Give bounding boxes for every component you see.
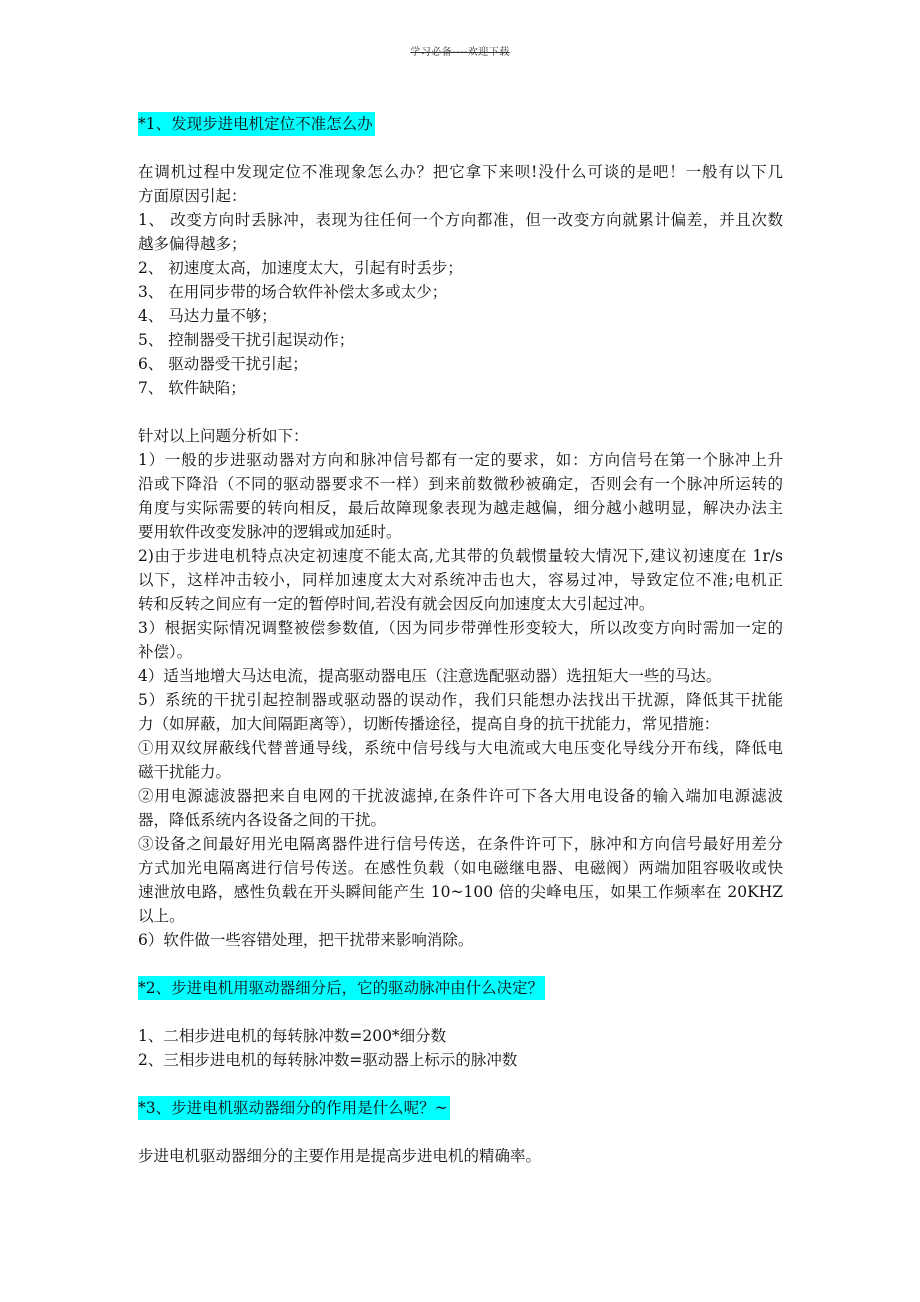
paragraph-line (138, 400, 783, 424)
paragraph (138, 256, 783, 280)
blank-line (138, 1120, 783, 1144)
paragraph-line: 4）适当地增大马达电流，提高驱动器电压（注意选配驱动器）选扭矩大一些的马达。 (138, 667, 722, 685)
blank-line (138, 136, 783, 160)
paragraph-line: 针对以上问题分析如下： (138, 427, 309, 445)
paragraph (138, 1144, 783, 1168)
paragraph (138, 448, 783, 544)
paragraph-line: 磁干扰能力。 (138, 763, 232, 781)
paragraph-line: 1、二相步进电机的每转脉冲数=200*细分数 (138, 1027, 447, 1045)
paragraph-line: 转和反转之间应有一定的暂停时间,若没有就会因反向加速度太大引起过冲。 (138, 595, 655, 613)
paragraph (138, 208, 783, 256)
paragraph-line: 补偿）。 (138, 643, 193, 661)
paragraph-line: 角度与实际需要的转向相反，最后故障现象表现为越走越偏，细分越小越明显，解决办法主 (138, 499, 783, 517)
paragraph (138, 280, 783, 304)
section-heading-text: *3、步进电机驱动器细分的作用是什么呢？~ (138, 1096, 450, 1120)
section-heading-text: *2、步进电机用驱动器细分后，它的驱动脉冲由什么决定？ (138, 976, 545, 1000)
section-heading (138, 1096, 783, 1120)
paragraph-line: 越多偏得越多； (138, 235, 247, 253)
blank-line (138, 1000, 783, 1024)
paragraph (138, 304, 783, 328)
section-heading-text: *1、发现步进电机定位不准怎么办 (138, 112, 375, 136)
paragraph-line: 3）根据实际情况调整被偿参数值,（因为同步带弹性形变较大，所以改变方向时需加一定的 (138, 619, 783, 637)
paragraph (138, 688, 783, 736)
paragraph (138, 400, 783, 424)
paragraph-line: 沿或下降沿（不同的驱动器要求不一样）到来前数微秒被确定，否则会有一个脉冲所运转的 (138, 475, 783, 493)
paragraph-line: 2、 初速度太高，加速度太大，引起有时丢步； (138, 259, 463, 277)
paragraph-line: 3、 在用同步带的场合软件补偿太多或太少； (138, 283, 448, 301)
section-heading (138, 112, 783, 136)
paragraph-line: 5、 控制器受干扰引起误动作； (138, 331, 355, 349)
paragraph-line: 以下，这样冲击较小，同样加速度太大对系统冲击也大，容易过冲，导致定位不准;电机正 (138, 571, 783, 589)
paragraph-line: ②用电源滤波器把来自电网的干扰波滤掉,在条件许可下各大用电设备的输入端加电源滤波 (138, 787, 783, 805)
paragraph-line: 2)由于步进电机特点决定初速度不能太高,尤其带的负载惯量较大情况下,建议初速度在 1r/s (138, 547, 783, 565)
paragraph (138, 376, 783, 400)
paragraph (138, 424, 783, 448)
paragraph-line: 1）一般的步进驱动器对方向和脉冲信号都有一定的要求，如：方向信号在第一个脉冲上升 (138, 451, 783, 469)
header-watermark: 学习必备----欢迎下载 (410, 47, 510, 58)
blank-line (138, 952, 783, 976)
paragraph-line: 速泄放电路，感性负载在开头瞬间能产生 10~100 倍的尖峰电压，如果工作频率在 20KHZ (138, 883, 783, 901)
paragraph (138, 352, 783, 376)
paragraph (138, 832, 783, 928)
paragraph-line: 1、 改变方向时丢脉冲，表现为往任何一个方向都准，但一改变方向就累计偏差，并且次数 (138, 211, 783, 229)
paragraph-line: 6）软件做一些容错处理，把干扰带来影响消除。 (138, 931, 474, 949)
paragraph-line: 力（如屏蔽，加大间隔距离等），切断传播途径，提高自身的抗干扰能力，常见措施： (138, 715, 720, 733)
paragraph-line: 要用软件改变发脉冲的逻辑或加延时。 (138, 523, 402, 541)
paragraph (138, 160, 783, 208)
paragraph (138, 736, 783, 784)
paragraph-line: 步进电机驱动器细分的主要作用是提高步进电机的精确率。 (138, 1147, 542, 1165)
paragraph (138, 1024, 783, 1048)
paragraph (138, 784, 783, 832)
paragraph (138, 664, 783, 688)
blank-line (138, 1072, 783, 1096)
paragraph-line: ①用双纹屏蔽线代替普通导线，系统中信号线与大电流或大电压变化导线分开布线，降低电 (138, 739, 783, 757)
paragraph-line: 以上。 (138, 907, 185, 925)
paragraph-line: 6、 驱动器受干扰引起； (138, 355, 308, 373)
paragraph-line: 2、三相步进电机的每转脉冲数=驱动器上标示的脉冲数 (138, 1051, 518, 1069)
paragraph-line: 7、 软件缺陷； (138, 379, 246, 397)
paragraph-line: 方式加光电隔离进行信号传送。在感性负载（如电磁继电器、电磁阀）两端加阻容吸收或快 (138, 859, 783, 877)
paragraph (138, 1048, 783, 1072)
section-heading (138, 976, 783, 1000)
paragraph-line: 器，降低系统内各设备之间的干扰。 (138, 811, 387, 829)
paragraph (138, 928, 783, 952)
paragraph (138, 616, 783, 664)
paragraph-line: 5）系统的干扰引起控制器或驱动器的误动作，我们只能想办法找出干扰源，降低其干扰能 (138, 691, 783, 709)
paragraph (138, 544, 783, 616)
paragraph-line: ③设备之间最好用光电隔离器件进行信号传送，在条件许可下，脉冲和方向信号最好用差分 (138, 835, 783, 853)
document-body (138, 112, 783, 1168)
paragraph-line: 方面原因引起： (138, 187, 247, 205)
paragraph-line: 4、 马达力量不够； (138, 307, 277, 325)
paragraph-line: 在调机过程中发现定位不准现象怎么办？把它拿下来呗!没什么可谈的是吧！一般有以下几 (138, 163, 783, 181)
paragraph (138, 328, 783, 352)
